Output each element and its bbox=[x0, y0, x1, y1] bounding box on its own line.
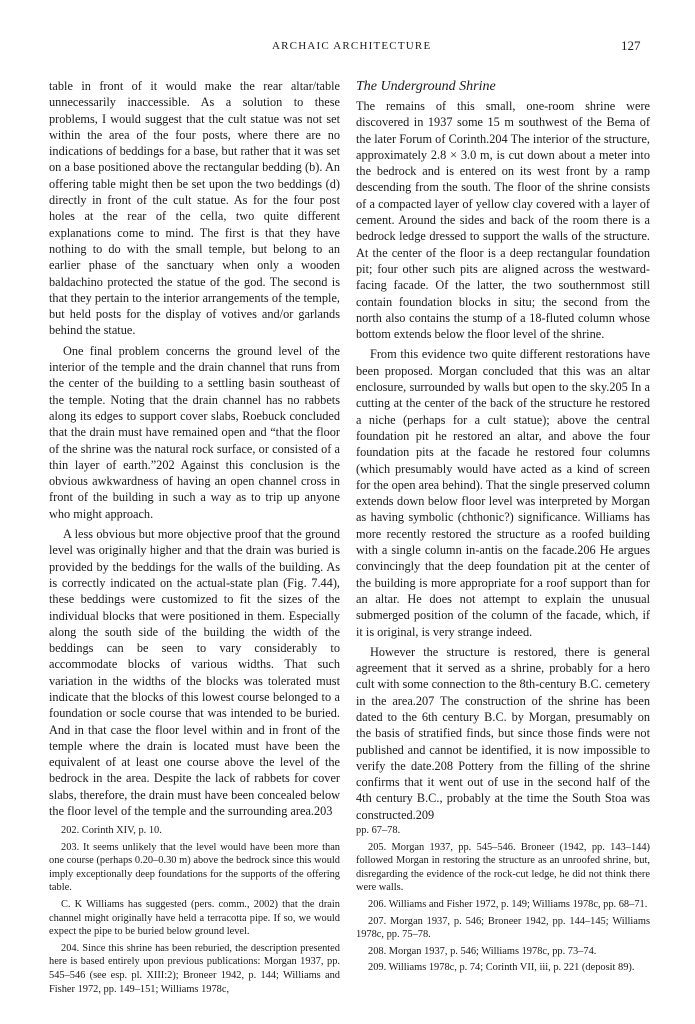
footnote: C. K Williams has suggested (pers. comm., 2002) that the drain channel might originally have held a terracotta pipe. If so, we would expect the pipe to be buried below ground level. bbox=[49, 898, 340, 938]
page-number: 127 bbox=[621, 38, 641, 53]
footnote: 205. Morgan 1937, pp. 545–546. Broneer (1942, pp. 143–144) followed Morgan in restoring the structure as an unroofed shrine, but, disregarding the evidence of the rock-cut ledge, he did not think there were walls. bbox=[356, 841, 650, 894]
right-text-column bbox=[356, 78, 650, 823]
body-paragraph: One final problem concerns the ground level of the interior of the temple and the drain channel that runs from the center of the building to a settling basin southeast of the temple. Noting that the drain channel has no rabbets along its edges to support cover slabs, Roebuck concluded that the drain must have remained open and “that the floor of the shrine was the natural rock surface, or consisted of a thin layer of earth.”202 Against this conclusion is the obvious awkwardness of having an open channel cross in front of the building in such a way as to trip up anyone who might approach. bbox=[49, 343, 340, 521]
footnote: 203. It seems unlikely that the level would have been more than one course (perhaps 0.20–0.30 m) above the bedrock since this would imply exceptionally deep foundations for the supports of the offering table. bbox=[49, 841, 340, 894]
footnote: pp. 67–78. bbox=[356, 825, 401, 836]
footnote: 206. Williams and Fisher 1972, p. 149; Williams 1978c, pp. 68–71. bbox=[368, 898, 648, 910]
footnote: 208. Morgan 1937, p. 546; Williams 1978c, pp. 73–74. bbox=[368, 945, 597, 957]
body-paragraph: From this evidence two quite different restorations have been proposed. Morgan concluded that this was an altar enclosure, surrounded by walls but open to the sky.205 In a cutting at the center of the back of the structure he restored a niche (perhaps for a cult statue); above the central foundation pit he restored an altar, and above the four foundation pits at the facade he restored four columns (which presumably would have acted as a kind of screen for the open area behind). That the single preserved column extends down below floor level was interpreted by Morgan as having symbolic (chthonic?) significance. Williams has more recently restored the structure as a roofed building with a single column in-antis on the facade.206 He argues convincingly that the deep foundation pit at the center of the building is more appropriate for a roof support than for an altar. He does not attempt to explain the unusual submerged position of the column of the facade, which, if it is original, is very strange indeed. bbox=[356, 347, 650, 639]
running-head: ARCHAIC ARCHITECTURE bbox=[272, 40, 432, 52]
body-paragraph: The remains of this small, one-room shrine were discovered in 1937 some 15 m southwest of the Bema of the later Forum of Corinth.204 The interior of the structure, approximately 2.8 × 3.0 m, is cut down about a meter into the bedrock and is entered on its west front by a ramp descending from the south. The floor of the shrine consists of a compacted layer of yellow clay covered with a layer of cement. Around the sides and back of the room there is a bedrock ledge dressed to support the walls of the structure. At the center of the floor is a deep rectangular foundation pit; four other such pits are aligned across the westward-facing facade. Of the latter, the two southernmost still contain foundation blocks in situ; the second from the north also contains the stump of a 18-fluted column whose bottom extends below the floor level of the shrine. bbox=[356, 99, 650, 342]
body-paragraph: table in front of it would make the rear altar/table unnecessarily inaccessible. As a solution to these problems, I would suggest that the cult statue was not set within the area of the four posts, where there are no indications of beddings for a base, but rather that it was set on a base positioned above the rectangular bedding (b). An offering table might then be set upon the two beddings (d) directly in front of the cult statue. As for the four post holes at the rear of the cella, two quite different explanations come to mind. The first is that they have nothing to do with the small temple, but belong to an earlier phase of the sanctuary when only a wooden baldachino protected the statue of the god. The second is that they pertain to the interior arrangements of the temple, but held posts for the display of votives and/or garlands behind the statue. bbox=[49, 79, 340, 338]
body-paragraph: However the structure is restored, there is general agreement that it served as a shrine, probably for a hero cult with some connection to the 8th-century B.C. cemetery in the area.207 The construction of the shrine has been dated to the 6th century B.C. by Morgan, presumably on the basis of stratified finds, but since those finds were not published and cannot be identified, it is now impossible to verify the date.208 Pottery from the filling of the shrine confirms that it went out of use in the second half of the 4th century B.C., probably at the time the South Stoa was constructed.209 bbox=[356, 644, 650, 822]
footnotes-right bbox=[356, 824, 650, 978]
footnote: 207. Morgan 1937, p. 546; Broneer 1942, pp. 144–145; Williams 1978c, pp. 75–78. bbox=[356, 915, 650, 941]
body-paragraph: A less obvious but more objective proof that the ground level was originally higher and that the drain was buried is provided by the beddings for the walls of the building. As is correctly indicated on the actual-state plan (Fig. 7.44), these beddings were customized to fit the sizes of the individual blocks that were positioned in them. Especially along the south side of the building the width of the beddings can be seen to vary considerably to accommodate blocks of various widths. That such variation in the widths of the blocks was tolerated must indicate that the blocks of this lowest course belonged to a foundation or socle course that was intended to be buried. And in that case the floor level within and in front of the temple where the drain is located must have been the equivalent of at least one course above the level of the bedrock in the area. Despite the lack of rabbets for cover slabs, therefore, the drain must have been concealed below the floor level of the temple and the surrounding area.203 bbox=[49, 527, 340, 819]
footnotes-left bbox=[49, 824, 340, 999]
footnote: 204. Since this shrine has been reburied, the description presented here is based entirely upon previous publications: Morgan 1937, pp. 545–546 (see esp. pl. XIII:2); Broneer 1942, p. 144; Williams and Fisher 1972, pp. 149–151; Williams 1978c, bbox=[49, 942, 340, 995]
left-text-column bbox=[49, 78, 340, 819]
footnote: 209. Williams 1978c, p. 74; Corinth VII, iii, p. 221 (deposit 89). bbox=[368, 962, 635, 974]
footnote: 202. Corinth XIV, p. 10. bbox=[61, 825, 162, 836]
section-heading: The Underground Shrine bbox=[356, 79, 496, 94]
